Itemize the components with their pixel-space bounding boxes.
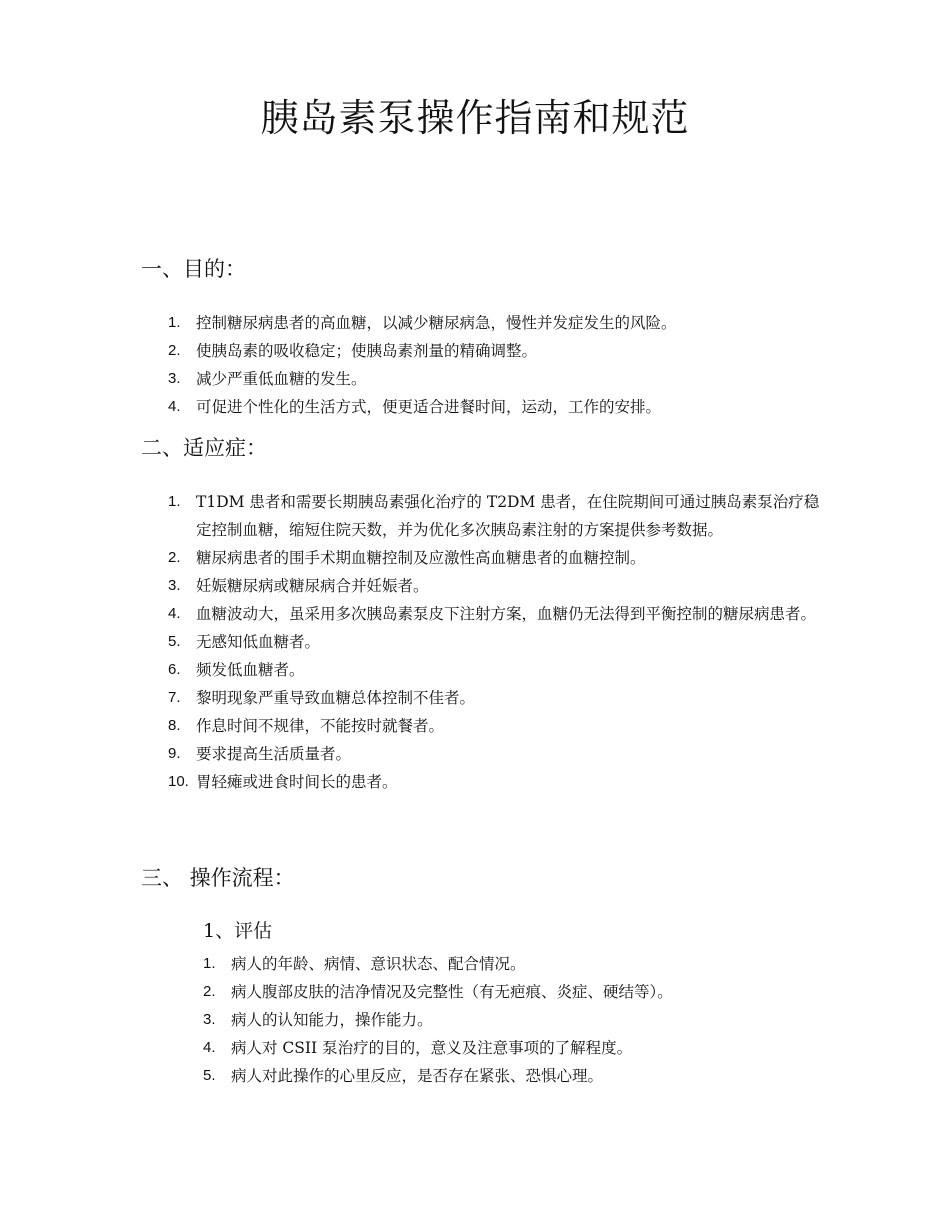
list-item: 2. 病人腹部皮肤的洁净情况及完整性（有无疤痕、炎症、硬结等）。 [203,983,673,1001]
list-item: 1. T1DM 患者和需要长期胰岛素强化治疗的 T2DM 患者，在住院期间可通过胰岛素泵治疗稳定控制血糖，缩短住院天数，并为优化多次胰岛素注射的方案提供参考数据。 [168,493,820,539]
list-item: 5. 无感知低血糖者。 [168,633,321,651]
list-item: 3. 妊娠糖尿病或糖尿病合并妊娠者。 [168,577,429,595]
list-item: 6. 频发低血糖者。 [168,661,305,679]
list-item: 4. 血糖波动大，虽采用多次胰岛素泵皮下注射方案，血糖仍无法得到平衡控制的糖尿病患者。 [168,605,817,623]
assessment-list [203,950,833,1090]
subheading-assessment: 1、评估 [203,920,273,942]
list-item: 7. 黎明现象严重导致血糖总体控制不佳者。 [168,689,476,707]
list-item: 2. 糖尿病患者的围手术期血糖控制及应激性高血糖患者的血糖控制。 [168,549,646,567]
list-item: 2. 使胰岛素的吸收稳定；使胰岛素剂量的精确调整。 [168,342,538,360]
list-item: 1. 病人的年龄、病情、意识状态、配合情况。 [203,955,526,973]
document-title: 胰岛素泵操作指南和规范 [260,96,690,140]
list-item: 9. 要求提高生活质量者。 [168,745,352,763]
section-heading-procedure: 三、 操作流程： [141,866,295,890]
list-item: 1. 控制糖尿病患者的高血糖，以减少糖尿病急，慢性并发症发生的风险。 [168,314,677,332]
list-item: 3. 病人的认知能力，操作能力。 [203,1011,433,1029]
list-item: 3. 减少严重低血糖的发生。 [168,370,367,388]
list-item: 4. 可促进个性化的生活方式，便更适合进餐时间，运动，工作的安排。 [168,398,662,416]
list-item: 5. 病人对此操作的心里反应，是否存在紧张、恐惧心理。 [203,1067,604,1085]
section-heading-purpose: 一、目的： [141,257,246,281]
section-heading-indications: 二、适应症： [141,436,267,460]
purpose-list [168,309,828,421]
list-item: 8. 作息时间不规律，不能按时就餐者。 [168,717,445,735]
list-item: 4. 病人对 CSII 泵治疗的目的，意义及注意事项的了解程度。 [203,1039,633,1057]
indications-list [168,488,828,796]
list-item: 10. 胃轻瘫或进食时间长的患者。 [168,773,398,791]
